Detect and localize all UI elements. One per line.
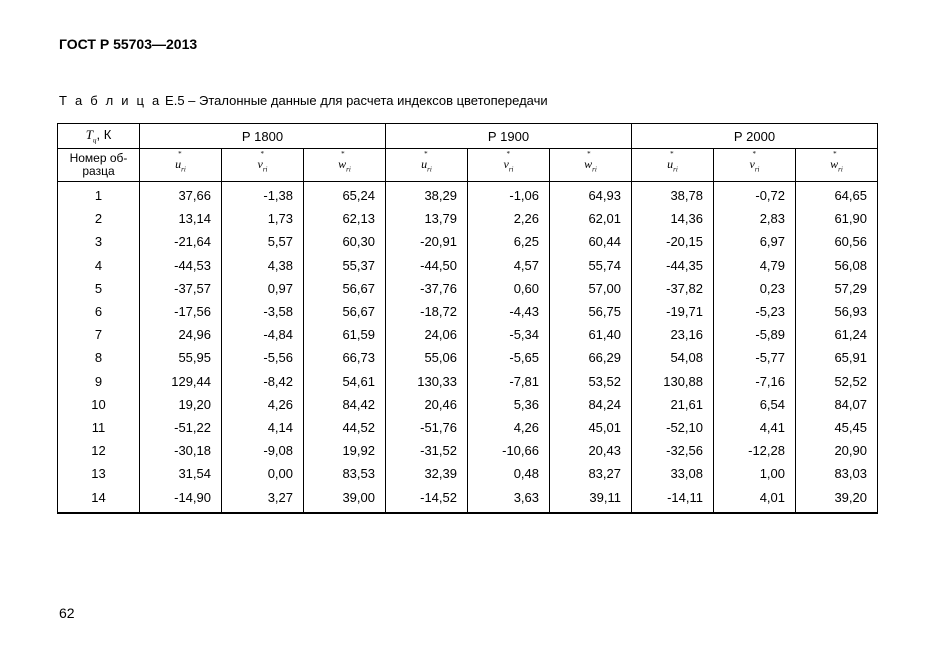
- group-header: Р 1900: [386, 124, 632, 149]
- table-body: [58, 182, 878, 513]
- value-cell: 4,57: [468, 254, 550, 277]
- table-row: [58, 230, 878, 253]
- value-cell: -4,84: [222, 323, 304, 346]
- value-cell: 4,26: [468, 416, 550, 439]
- table-row: [58, 439, 878, 462]
- subcol-header: w * $_{ri}$: [550, 149, 632, 182]
- document-header: ГОСТ Р 55703—2013: [59, 36, 198, 52]
- value-cell: 56,93: [796, 300, 878, 323]
- table-caption: [59, 93, 548, 108]
- value-cell: -37,76: [386, 277, 468, 300]
- value-cell: -37,82: [632, 277, 714, 300]
- value-cell: -44,53: [140, 254, 222, 277]
- value-cell: 23,16: [632, 323, 714, 346]
- value-cell: -0,72: [714, 182, 796, 208]
- value-cell: 56,08: [796, 254, 878, 277]
- value-cell: -9,08: [222, 439, 304, 462]
- table-row: [58, 462, 878, 485]
- reference-data-table: [57, 123, 878, 514]
- value-cell: 6,54: [714, 393, 796, 416]
- value-cell: 14,36: [632, 207, 714, 230]
- value-cell: 66,29: [550, 346, 632, 369]
- sample-number-cell: 8: [58, 346, 140, 369]
- value-cell: -5,56: [222, 346, 304, 369]
- value-cell: 65,24: [304, 182, 386, 208]
- group-header: Р 2000: [632, 124, 878, 149]
- sample-number-cell: 5: [58, 277, 140, 300]
- value-cell: 84,42: [304, 393, 386, 416]
- value-cell: 5,57: [222, 230, 304, 253]
- subcol-header: u * $_{ri}$: [140, 149, 222, 182]
- value-cell: 2,83: [714, 207, 796, 230]
- value-cell: 56,75: [550, 300, 632, 323]
- value-cell: -18,72: [386, 300, 468, 323]
- table-row: [58, 254, 878, 277]
- sample-number-cell: 2: [58, 207, 140, 230]
- value-cell: 13,79: [386, 207, 468, 230]
- value-cell: 84,24: [550, 393, 632, 416]
- table-row: [58, 416, 878, 439]
- value-cell: 64,93: [550, 182, 632, 208]
- header-row-groups: [58, 124, 878, 149]
- value-cell: -14,11: [632, 485, 714, 512]
- value-cell: 39,20: [796, 485, 878, 512]
- value-cell: 19,92: [304, 439, 386, 462]
- value-cell: 52,52: [796, 370, 878, 393]
- value-cell: 0,00: [222, 462, 304, 485]
- value-cell: 60,30: [304, 230, 386, 253]
- value-cell: 39,11: [550, 485, 632, 512]
- value-cell: 4,26: [222, 393, 304, 416]
- value-cell: -1,38: [222, 182, 304, 208]
- value-cell: 24,06: [386, 323, 468, 346]
- sample-number-cell: 12: [58, 439, 140, 462]
- value-cell: -21,64: [140, 230, 222, 253]
- sample-number-cell: 3: [58, 230, 140, 253]
- value-cell: -8,42: [222, 370, 304, 393]
- value-cell: -4,43: [468, 300, 550, 323]
- value-cell: -20,91: [386, 230, 468, 253]
- value-cell: -31,52: [386, 439, 468, 462]
- value-cell: 1,00: [714, 462, 796, 485]
- value-cell: 38,78: [632, 182, 714, 208]
- caption-text: Е.5 – Эталонные данные для расчета индексов цветопередачи: [161, 93, 548, 108]
- value-cell: -1,06: [468, 182, 550, 208]
- reference-data-table-wrap: [57, 123, 878, 514]
- value-cell: 60,44: [550, 230, 632, 253]
- value-cell: 37,66: [140, 182, 222, 208]
- value-cell: 4,79: [714, 254, 796, 277]
- value-cell: 61,40: [550, 323, 632, 346]
- value-cell: -19,71: [632, 300, 714, 323]
- value-cell: 53,52: [550, 370, 632, 393]
- value-cell: -5,65: [468, 346, 550, 369]
- caption-prefix: Т а б л и ц а: [59, 93, 162, 108]
- value-cell: 83,27: [550, 462, 632, 485]
- value-cell: 20,90: [796, 439, 878, 462]
- value-cell: 6,25: [468, 230, 550, 253]
- value-cell: 130,33: [386, 370, 468, 393]
- value-cell: -44,50: [386, 254, 468, 277]
- subcol-header: v * $_{ri}$: [468, 149, 550, 182]
- subcol-header: w * $_{ri}$: [796, 149, 878, 182]
- value-cell: 45,01: [550, 416, 632, 439]
- value-cell: -30,18: [140, 439, 222, 462]
- value-cell: 2,26: [468, 207, 550, 230]
- page-number: 62: [59, 605, 75, 621]
- value-cell: -51,76: [386, 416, 468, 439]
- value-cell: -52,10: [632, 416, 714, 439]
- value-cell: -10,66: [468, 439, 550, 462]
- value-cell: 54,08: [632, 346, 714, 369]
- table-row: [58, 207, 878, 230]
- sample-number-cell: 7: [58, 323, 140, 346]
- value-cell: 83,03: [796, 462, 878, 485]
- value-cell: 44,52: [304, 416, 386, 439]
- value-cell: 56,67: [304, 300, 386, 323]
- value-cell: 1,73: [222, 207, 304, 230]
- value-cell: -32,56: [632, 439, 714, 462]
- value-cell: -5,23: [714, 300, 796, 323]
- value-cell: 4,14: [222, 416, 304, 439]
- value-cell: 4,01: [714, 485, 796, 512]
- sample-number-cell: 6: [58, 300, 140, 323]
- value-cell: 31,54: [140, 462, 222, 485]
- subcol-header: u * $_{ri}$: [632, 149, 714, 182]
- sample-number-cell: 14: [58, 485, 140, 512]
- table-row: [58, 346, 878, 369]
- table-row: [58, 300, 878, 323]
- value-cell: 57,29: [796, 277, 878, 300]
- row-header-cell: Номер об-разца: [58, 149, 140, 182]
- value-cell: 62,13: [304, 207, 386, 230]
- value-cell: 0,23: [714, 277, 796, 300]
- value-cell: 56,67: [304, 277, 386, 300]
- corner-unit: , К: [96, 127, 112, 143]
- value-cell: 3,63: [468, 485, 550, 512]
- subcol-header: v * $_{ri}$: [714, 149, 796, 182]
- value-cell: -14,52: [386, 485, 468, 512]
- table-row: [58, 485, 878, 512]
- sample-number-cell: 1: [58, 182, 140, 208]
- value-cell: 62,01: [550, 207, 632, 230]
- table-row: [58, 370, 878, 393]
- value-cell: 0,48: [468, 462, 550, 485]
- value-cell: 3,27: [222, 485, 304, 512]
- value-cell: 66,73: [304, 346, 386, 369]
- value-cell: 20,43: [550, 439, 632, 462]
- value-cell: 55,74: [550, 254, 632, 277]
- value-cell: 55,95: [140, 346, 222, 369]
- sample-number-cell: 10: [58, 393, 140, 416]
- value-cell: 5,36: [468, 393, 550, 416]
- table-row: [58, 182, 878, 208]
- subcol-header: u * $_{ri}$: [386, 149, 468, 182]
- value-cell: -5,34: [468, 323, 550, 346]
- value-cell: 65,91: [796, 346, 878, 369]
- header-row-subcolumns: [58, 149, 878, 182]
- value-cell: 45,45: [796, 416, 878, 439]
- value-cell: 60,56: [796, 230, 878, 253]
- value-cell: -37,57: [140, 277, 222, 300]
- value-cell: 83,53: [304, 462, 386, 485]
- value-cell: -5,89: [714, 323, 796, 346]
- value-cell: 57,00: [550, 277, 632, 300]
- value-cell: -44,35: [632, 254, 714, 277]
- value-cell: -51,22: [140, 416, 222, 439]
- value-cell: 61,24: [796, 323, 878, 346]
- value-cell: 24,96: [140, 323, 222, 346]
- value-cell: 0,60: [468, 277, 550, 300]
- value-cell: -12,28: [714, 439, 796, 462]
- sample-number-cell: 9: [58, 370, 140, 393]
- sample-number-cell: 11: [58, 416, 140, 439]
- value-cell: 21,61: [632, 393, 714, 416]
- value-cell: -14,90: [140, 485, 222, 512]
- corner-symbol: $Т_ц$: [85, 127, 97, 145]
- value-cell: 38,29: [386, 182, 468, 208]
- sample-number-cell: 13: [58, 462, 140, 485]
- value-cell: 84,07: [796, 393, 878, 416]
- table-row: [58, 393, 878, 416]
- value-cell: 6,97: [714, 230, 796, 253]
- value-cell: -17,56: [140, 300, 222, 323]
- value-cell: 55,37: [304, 254, 386, 277]
- value-cell: 20,46: [386, 393, 468, 416]
- value-cell: 54,61: [304, 370, 386, 393]
- subcol-header: w * $_{ri}$: [304, 149, 386, 182]
- value-cell: -5,77: [714, 346, 796, 369]
- group-header: Р 1800: [140, 124, 386, 149]
- value-cell: 61,90: [796, 207, 878, 230]
- value-cell: -7,81: [468, 370, 550, 393]
- value-cell: 129,44: [140, 370, 222, 393]
- value-cell: 39,00: [304, 485, 386, 512]
- value-cell: 13,14: [140, 207, 222, 230]
- sample-number-cell: 4: [58, 254, 140, 277]
- value-cell: -7,16: [714, 370, 796, 393]
- value-cell: 32,39: [386, 462, 468, 485]
- table-row: [58, 323, 878, 346]
- subcol-header: v * $_{ri}$: [222, 149, 304, 182]
- value-cell: -3,58: [222, 300, 304, 323]
- value-cell: 4,38: [222, 254, 304, 277]
- value-cell: -20,15: [632, 230, 714, 253]
- value-cell: 55,06: [386, 346, 468, 369]
- value-cell: 19,20: [140, 393, 222, 416]
- value-cell: 0,97: [222, 277, 304, 300]
- value-cell: 61,59: [304, 323, 386, 346]
- table-header: [58, 124, 878, 182]
- value-cell: 33,08: [632, 462, 714, 485]
- table-row: [58, 277, 878, 300]
- corner-cell: [58, 124, 140, 149]
- value-cell: 4,41: [714, 416, 796, 439]
- value-cell: 64,65: [796, 182, 878, 208]
- value-cell: 130,88: [632, 370, 714, 393]
